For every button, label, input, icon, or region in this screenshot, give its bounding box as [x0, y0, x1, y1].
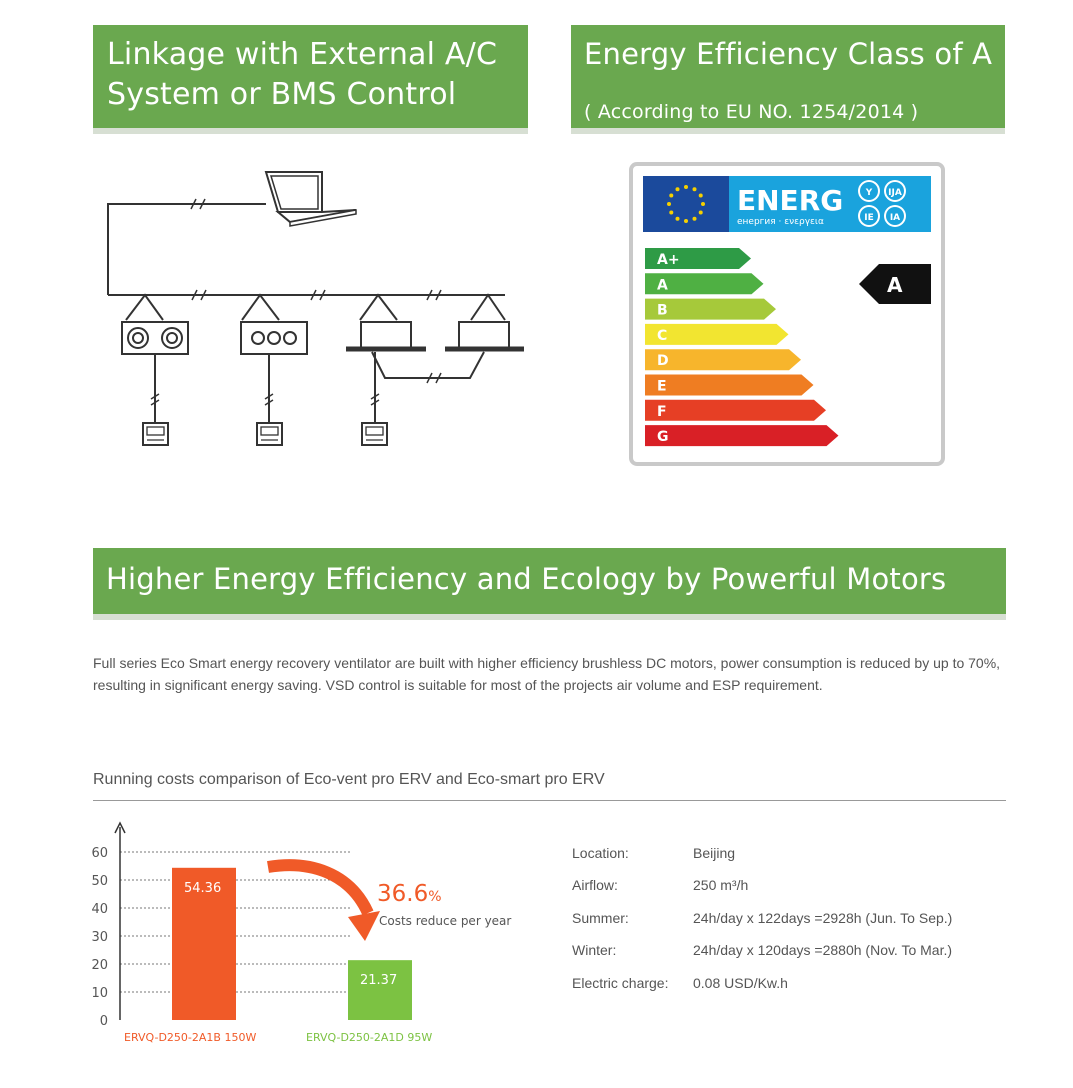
energy-label — [629, 162, 945, 466]
motors-banner — [93, 548, 1006, 614]
svg-text:IE: IE — [864, 213, 874, 223]
y-tick-label: 50 — [91, 874, 108, 889]
laptop-icon — [266, 172, 356, 226]
comparison-divider — [93, 800, 1006, 801]
info-value: Beijing — [693, 845, 736, 861]
language-badge — [858, 205, 880, 227]
eu-star-icon — [667, 202, 671, 206]
eu-star-icon — [676, 187, 680, 191]
info-label: Electric charge: — [572, 975, 669, 991]
description-paragraph: Full series Eco Smart energy recovery ventilator are built with higher efficiency brushless DC motors, power consumption is reduced by up to 70%, resulting in significant energy saving. VSD control is suitable for most of the projects air volume and ESP requirement. — [93, 655, 1001, 693]
energy-class-label: B — [657, 302, 668, 319]
energy-class-title: Energy Efficiency Class of A — [584, 37, 993, 71]
energy-class-bar — [645, 349, 801, 370]
energy-class-bar — [645, 299, 776, 320]
energy-class-bar — [645, 324, 789, 345]
info-value: 0.08 USD/Kw.h — [693, 975, 788, 991]
comparison-title: Running costs comparison of Eco-vent pro ERV and Eco-smart pro ERV — [93, 771, 605, 788]
reduction-arrow — [268, 865, 380, 941]
running-cost-chart — [80, 815, 560, 1055]
energy-rating-label: A — [887, 273, 903, 297]
bar-value-label: 21.37 — [360, 973, 398, 989]
energy-label-header-text: ENERG — [737, 184, 844, 217]
energy-class-subtitle: ( According to EU NO. 1254/2014 ) — [584, 101, 919, 123]
energy-class-label: G — [657, 429, 669, 446]
eu-star-icon — [684, 185, 688, 189]
language-badge — [858, 180, 880, 202]
wired-controller-icon — [362, 423, 387, 445]
info-value: 250 m³/h — [693, 877, 749, 893]
eu-star-icon — [669, 194, 673, 198]
y-tick-label: 10 — [91, 986, 108, 1001]
eu-star-icon — [669, 211, 673, 215]
energy-label-header-subtext: енергия · ενεργεια — [737, 217, 824, 227]
eu-star-icon — [699, 194, 703, 198]
energy-class-bar — [645, 248, 751, 269]
info-label: Summer: — [572, 910, 629, 926]
y-tick-label: 40 — [91, 902, 108, 917]
info-value: 24h/day x 122days =2928h (Jun. To Sep.) — [693, 910, 953, 926]
energy-class-bar — [645, 375, 814, 396]
energy-class-label: A+ — [657, 252, 680, 268]
reduction-percent: 36.6% — [377, 881, 442, 907]
energy-class-label: F — [657, 403, 667, 420]
energy-class-label: C — [657, 327, 668, 344]
energy-label-header — [643, 176, 931, 232]
category-label: ERVQ-D250-2A1B 150W — [124, 1031, 257, 1044]
eu-star-icon — [684, 219, 688, 223]
linkage-title: Linkage with External A/C System or BMS Control — [107, 37, 498, 112]
y-tick-label: 60 — [91, 846, 108, 861]
energy-class-label: E — [657, 378, 667, 395]
reduction-caption: Costs reduce per year — [379, 914, 512, 928]
bar-value-label: 54.36 — [184, 880, 222, 896]
eu-star-icon — [693, 217, 697, 221]
eu-star-icon — [701, 202, 705, 206]
wired-controller-icon — [257, 423, 282, 445]
info-value: 24h/day x 120days =2880h (Nov. To Mar.) — [693, 942, 953, 958]
eu-star-icon — [699, 211, 703, 215]
svg-text:Y: Y — [865, 188, 873, 198]
energy-class-bar — [645, 425, 839, 446]
y-tick-label: 20 — [91, 958, 108, 973]
language-badge — [884, 205, 906, 227]
wired-controller-icon — [143, 423, 168, 445]
svg-text:IA: IA — [889, 213, 901, 223]
eu-flag-icon — [643, 176, 729, 232]
motors-title: Higher Energy Efficiency and Ecology by Powerful Motors — [106, 562, 947, 596]
language-badge — [884, 180, 906, 202]
info-label: Airflow: — [572, 877, 618, 893]
y-tick-label: 30 — [91, 930, 108, 945]
eu-star-icon — [693, 187, 697, 191]
y-tick-label: 0 — [99, 1014, 108, 1029]
bar — [348, 960, 412, 1020]
energy-class-bar — [645, 400, 826, 421]
energy-class-bar — [645, 273, 764, 294]
info-label: Location: — [572, 845, 629, 861]
svg-text:IJA: IJA — [888, 188, 902, 198]
eu-star-icon — [676, 217, 680, 221]
category-label: ERVQ-D250-2A1D 95W — [306, 1031, 433, 1044]
info-label: Winter: — [572, 942, 617, 958]
energy-class-label: D — [657, 353, 669, 370]
energy-class-label: A — [657, 277, 668, 294]
